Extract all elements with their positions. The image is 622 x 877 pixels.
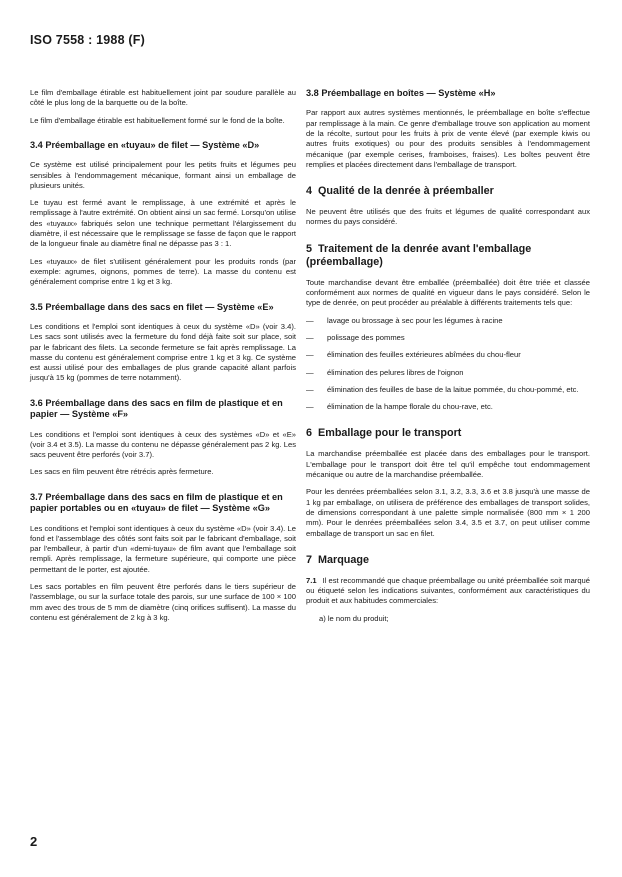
section-title: Emballage pour le transport bbox=[318, 427, 462, 440]
section-3-4-paragraph: Ce système est utilisé principalement pour les petits fruits et légumes peu sensibles à l'endommagement mécanique, formant ainsi un emballage de plusieurs unités. bbox=[30, 160, 296, 190]
section-3-6-paragraph: Les conditions et l'emploi sont identiques à ceux des systèmes «D» et «E» (voir 3.4 et 3.5). La masse du contenu ne dépasse généralement pas 2 kg. Les sacs peuvent être perforés (voir 3.7). bbox=[30, 429, 296, 460]
section-3-4-paragraph: Le tuyau est fermé avant le remplissage, à une extrémité et après le remplissage à l'autre extrémité. On obtient ainsi un sac fermé. Lorsqu'on utilise des «tuyaux» fabriqués selon une technique permettant l'élargissement du diamètre, il est nécessaire que le remplissage se fasse de façon que le rapport de la longueur finale au diamètre final ne dépasse pas 3 : 1. bbox=[30, 198, 296, 249]
section-title: Traitement de la denrée avant l'emballage (préemballage) bbox=[306, 242, 532, 268]
list-item-a: a) le nom du produit; bbox=[319, 613, 389, 623]
section-title: Qualité de la denrée à préemballer bbox=[318, 185, 494, 198]
section-3-8-paragraph: Par rapport aux autres systèmes mentionnés, le préemballage en boîte s'effectue par remplissage à la main. Ce genre d'emballage trouve son application au moment de la récolte, surtout pour les fruits à prix de vente élevé (par exemple kiwis ou autres fruits exotiques) ou pour des produits sensibles à l'endommagement mécanique (par exemple cerises, framboises, fraises). Les boîtes peuvent être remplies et placées directement dans l'emballage de transport. bbox=[306, 108, 590, 169]
intro-paragraph: Le film d'emballage étirable est habituellement formé sur le fond de la boîte. bbox=[30, 115, 285, 125]
standard-identifier: ISO 7558 : 1988 (F) bbox=[30, 33, 145, 47]
treatment-list bbox=[306, 316, 590, 413]
list-item: — élimination de la hampe florale du chou-rave, etc. bbox=[306, 402, 590, 412]
section-3-6-paragraph: Les sacs en film peuvent être rétrécis après fermeture. bbox=[30, 467, 214, 477]
list-item: — lavage ou brossage à sec pour les légumes à racine bbox=[306, 316, 590, 326]
section-3-6-heading: 3.6 Préemballage dans des sacs en film de plastique et en papier — Système «F» bbox=[30, 397, 283, 420]
section-6-paragraph: Pour les denrées préemballées selon 3.1, 3.2, 3.3, 3.6 et 3.8 jusqu'à une masse de 1 kg par emballage, on utilisera de préférence des emballages de transport solides, de dimensions correspondant à une palette simple normalisée (800 mm × 1 200 mm). Pour le denrées préemballées selon 3.4, 3.5 et 3.7, on peut utiliser comme emballage de transport un sac en filet. bbox=[306, 487, 590, 538]
section-3-4-heading: 3.4 Préemballage en «tuyau» de filet — Système «D» bbox=[30, 139, 260, 150]
section-4-paragraph: Ne peuvent être utilisés que des fruits et légumes de qualité correspondant aux normes du pays considéré. bbox=[306, 207, 590, 227]
subsection-number: 7.1 bbox=[306, 575, 317, 585]
section-3-7-heading: 3.7 Préemballage dans des sacs en film de plastique et en papier portables ou en «tuyau» de filet — Système «G» bbox=[30, 491, 283, 514]
section-6-heading bbox=[306, 427, 590, 440]
section-3-5-heading: 3.5 Préemballage dans des sacs en filet — Système «E» bbox=[30, 301, 274, 312]
section-number: 7 bbox=[306, 553, 313, 566]
intro-paragraph: Le film d'emballage étirable est habituellement joint par soudure parallèle au côté le plus long de la barquette ou de la boîte. bbox=[30, 88, 296, 108]
section-title: Marquage bbox=[318, 553, 370, 566]
list-item: — élimination des feuilles extérieures abîmées du chou-fleur bbox=[306, 350, 590, 360]
section-number: 4 bbox=[306, 185, 313, 198]
section-7-heading bbox=[306, 554, 590, 567]
right-column bbox=[306, 88, 590, 624]
section-5-heading bbox=[306, 243, 590, 269]
list-item: — élimination des pelures libres de l'oignon bbox=[306, 368, 590, 378]
section-3-7-paragraph: Les sacs portables en film peuvent être perforés dans le tiers supérieur de l'assemblage, ou sur la surface totale des parois, sur une surface de 100 × 100 mm avec des trous de 5 mm de diamètre (cinq orifices suffisent). La masse du contenu est généralement de 2 kg à 3 kg. bbox=[30, 582, 296, 622]
list-item: — élimination des feuilles de base de la laitue pommée, du chou-pommé, etc. bbox=[306, 385, 590, 395]
section-6-paragraph: La marchandise préemballée est placée dans des emballages pour le transport. L'emballage pour le transport doit être tel qu'il empêche tout endommagement mécanique ou autre de la marchandise préemballée. bbox=[306, 449, 590, 480]
section-5-paragraph: Toute marchandise devant être emballée (préemballée) doit être triée et classée conformément aux normes de qualité en vigueur dans le pays considéré. Selon le type de denrée, on peut procéder au préalable à différents traitements tels que: bbox=[306, 277, 590, 308]
section-3-5-paragraph: Les conditions et l'emploi sont identiques à ceux du système «D» (voir 3.4). Les sacs sont utilisés avec la fermeture du fond déjà faite soit sur place, soit par le fabricant des filets. La seconde fermeture se fait après remplissage. La masse du contenu est généralement comprise entre 1 kg et 3 kg. Ce système est aussi utilisé pour des emballages de plus grande capacité allant parfois jusqu'à 15 kg (pommes de terre notamment). bbox=[30, 321, 296, 383]
section-3-4-paragraph: Les «tuyaux» de filet s'utilisent généralement pour les produits ronds (par exemple: agrumes, oignons, pommes de terre). La masse du contenu est généralement comprise entre 1 kg et 3 kg. bbox=[30, 256, 296, 287]
section-number: 5 bbox=[306, 242, 313, 255]
left-column bbox=[30, 88, 296, 630]
section-4-heading bbox=[306, 185, 590, 198]
section-7-1-paragraph bbox=[306, 576, 590, 607]
section-number: 6 bbox=[306, 427, 313, 440]
list-item: — polissage des pommes bbox=[306, 333, 590, 343]
section-3-8-heading: 3.8 Préemballage en boîtes — Système «H» bbox=[306, 88, 496, 98]
section-3-7-paragraph: Les conditions et l'emploi sont identiques à ceux du système «D» (voir 3.4). Le fond et l'assemblage des côtés sont faits soit par le fabricant d'emballage, soit par l'emballeur, à partir d'un «demi-tuyau» de film avant que l'emballage soit rempli. Après remplissage, la fermeture supérieure, qui comporte une pièce permettant de le porter, est ajoutée. bbox=[30, 523, 296, 574]
page-number: 2 bbox=[30, 834, 38, 849]
subsection-text: Il est recommandé que chaque préemballage ou unité préemballée soit marqué ou étiqueté selon les indications suivantes, conformément aux caractéristiques du produit et aux habitudes commerciales: bbox=[306, 575, 590, 606]
